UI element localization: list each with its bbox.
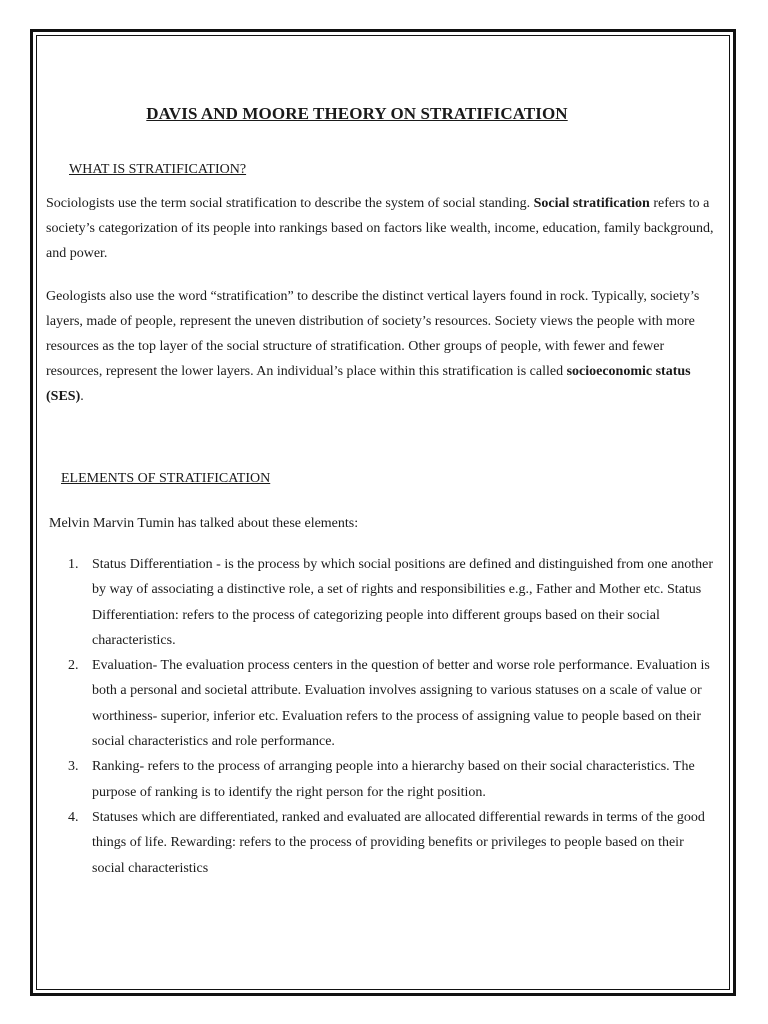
section-heading-elements-of-stratification: ELEMENTS OF STRATIFICATION	[61, 471, 271, 486]
list-item	[46, 805, 718, 881]
list-item-text: Status Differentiation - is the process by which social positions are defined and distinguished from one another by way of associating a distinctive role, a set of rights and responsibilities e.g., Father and Mother etc. Status Differentiation: refers to the process of categorizing people into different groups based on their social characteristics.	[92, 557, 714, 648]
list-item-text: Ranking- refers to the process of arranging people into a hierarchy based on their social characteristics. The purpose of ranking is to identify the right person for the right position.	[92, 759, 695, 800]
paragraph-text: Geologists also use the word “stratification” to describe the distinct vertical layers found in rock. Typically, society’s layers, made of people, represent the uneven distribution of society’s resources. Society views the people with more resources as the top layer of the social structure of stratification. Other groups of people, with fewer and fewer resources, represent the lower layers. An individual’s place within this stratification is called	[46, 289, 700, 379]
list-item	[46, 653, 718, 754]
paragraph-tumin-intro: Melvin Marvin Tumin has talked about these elements:	[49, 516, 359, 531]
elements-list	[46, 552, 718, 881]
list-item-number: 1.	[68, 557, 79, 572]
list-item-number: 3.	[68, 759, 79, 775]
list-item-number: 2.	[68, 658, 79, 674]
paragraph-text: Sociologists use the term social stratification to describe the system of social standing.	[46, 196, 534, 211]
paragraph-text: refers to a society’s categorization of its people into rankings based on factors like wealth, income, education, family background, and power.	[46, 196, 714, 261]
list-item	[46, 754, 718, 805]
paragraph-geologists	[46, 284, 718, 409]
section-heading-what-is-stratification: WHAT IS STRATIFICATION?	[69, 162, 247, 177]
list-item-text: Statuses which are differentiated, ranked and evaluated are allocated differential rewards in terms of the good things of life. Rewarding: refers to the process of providing benefits or privileges to people based on their social characteristics	[92, 809, 705, 876]
list-item-text: Evaluation- The evaluation process centers in the question of better and worse role performance. Evaluation is both a personal and societal attribute. Evaluation involves assigning to various statuses on a scale of value or worthiness- superior, inferior etc. Evaluation refers to the process of assigning value to people based on their social characteristics and role performance.	[92, 658, 710, 750]
paragraph-social-stratification	[46, 191, 718, 266]
bold-term-social-stratification: Social stratification	[533, 196, 650, 211]
document-title: DAVIS AND MOORE THEORY ON STRATIFICATION	[146, 104, 568, 123]
list-item-number: 4.	[68, 809, 79, 825]
paragraph-text: .	[80, 389, 84, 404]
bold-term-ses: socioeconomic status (SES)	[46, 364, 691, 404]
list-item	[46, 552, 718, 653]
